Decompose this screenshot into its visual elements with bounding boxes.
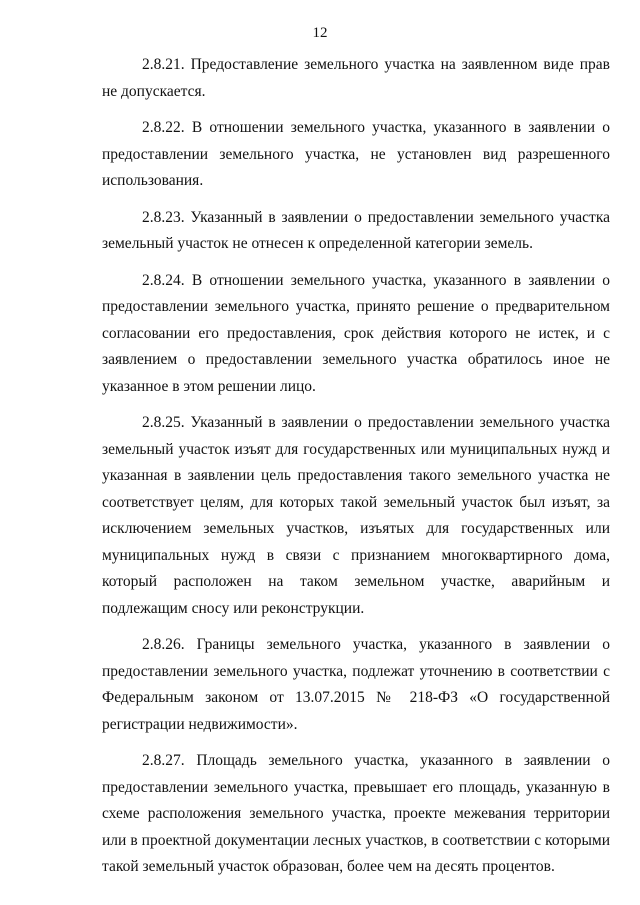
page-number: 12 xyxy=(312,25,328,41)
paragraph-2-8-26 xyxy=(102,632,610,738)
paragraph-text: Предоставление земельного участка на заявленном виде прав не допускается. xyxy=(102,56,610,100)
paragraph-2-8-27 xyxy=(102,748,610,881)
paragraph-text: Площадь земельного участка, указанного в заявлении о предоставлении земельного участка, превышает его площадь, указанную в схеме расположения земельного участка, проекте межевания территории или в проектной документации лесных участков, в соответствии с которыми такой земельный участок образован, более чем на десять процентов. xyxy=(102,752,610,875)
paragraph-2-8-24 xyxy=(102,268,610,401)
paragraph-number: 2.8.25. xyxy=(142,414,185,431)
paragraph-number: 2.8.26. xyxy=(142,636,185,653)
paragraph-text: Границы земельного участка, указанного в заявлении о предоставлении земельного участка, подлежат уточнению в соответствии с Федеральным законом от 13.07.2015 № 218-ФЗ «О государственной регистрации недвижимости». xyxy=(102,636,611,733)
paragraph-number: 2.8.24. xyxy=(142,271,185,289)
paragraph-2-8-23 xyxy=(102,205,610,258)
paragraph-number: 2.8.21. xyxy=(142,56,185,73)
document-body xyxy=(102,52,610,891)
paragraph-2-8-22 xyxy=(102,115,610,195)
paragraph-number: 2.8.27. xyxy=(142,752,185,769)
paragraph-text: Указанный в заявлении о предоставлении земельного участка земельный участок изъят для государственных или муниципальных нужд и указанная в заявлении цель предоставления такого земельного участка не соответствует целям, для которых такой земельный участок был изъят, за исключением земельных участков, изъятых для государственных или муниципальных нужд в связи с признанием многоквартирного дома, который расположен на таком земельном участке, аварийным и подлежащим сносу или реконструкции. xyxy=(102,414,610,617)
paragraph-text: В отношении земельного участка, указанного в заявлении о предоставлении земельного участка, принято решение о предварительном согласовании его предоставления, срок действия которого не истек, и с заявлением о предоставлении земельного участка обратилось иное не указанное в этом решении лицо. xyxy=(102,271,610,395)
paragraph-number: 2.8.22. xyxy=(142,119,185,136)
paragraph-text: Указанный в заявлении о предоставлении земельного участка земельный участок не отнесен к определенной категории земель. xyxy=(102,208,610,252)
paragraph-2-8-21 xyxy=(102,52,610,105)
paragraph-number: 2.8.23. xyxy=(142,208,185,226)
paragraph-2-8-25 xyxy=(102,410,610,622)
paragraph-text: В отношении земельного участка, указанного в заявлении о предоставлении земельного участка, не установлен вид разрешенного использования. xyxy=(102,119,610,189)
